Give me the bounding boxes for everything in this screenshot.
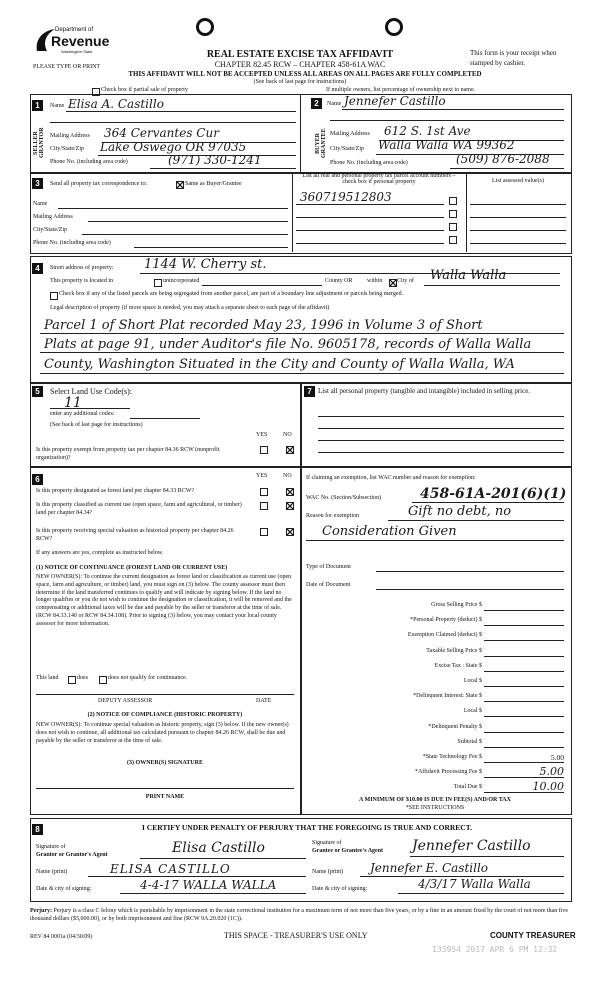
tax-row-line [484, 701, 564, 702]
punch-hole-left [196, 18, 214, 36]
tax-row-value[interactable]: 5.00 [550, 753, 564, 762]
receipt-note: This form is your receipt when stamped by cashier. [470, 49, 557, 67]
exemption-claim-label: If claiming an exemption, list WAC number and reason for exemption: [306, 475, 476, 481]
tax-row-label: *Delinquent Interest: State $ [413, 693, 482, 700]
buyer-phone-label: Phone No. (including area code) [330, 160, 408, 166]
tax-row-line [484, 747, 564, 748]
tax-row-label: *Delinquent Penalty $ [428, 723, 482, 730]
tax-row-line [484, 671, 564, 672]
grantor-name-label: Name (print) [36, 869, 68, 875]
tax-row-label: Local $ [463, 708, 482, 715]
deputy-assessor-label: DEPUTY ASSESSOR [98, 698, 153, 704]
deputy-date-label: DATE [256, 698, 272, 704]
wac-number[interactable]: 458-61A-201(6)(1) [420, 486, 567, 502]
certify-statement: I CERTIFY UNDER PENALTY OF PERJURY THAT THE FOREGOING IS TRUE AND CORRECT. [142, 823, 473, 832]
corr-phone-label: Phone No. (including area code) [33, 240, 111, 246]
current-use-yes-checkbox[interactable] [260, 502, 268, 510]
rev-number: REV 84 0001a (04/30/09) [30, 934, 93, 940]
tax-row-label: Local $ [463, 678, 482, 684]
tax-row-label: Gross Selling Price $ [431, 602, 482, 608]
grantor-date-label: Date & city of signing: [36, 886, 92, 892]
does-not-qualify-checkbox[interactable] [99, 676, 107, 684]
see-instructions: *SEE INSTRUCTIONS [405, 805, 465, 811]
property-city[interactable]: Walla Walla [430, 268, 507, 283]
exempt-yes-checkbox[interactable] [260, 446, 268, 454]
tax-row-label: Subtotal $ [457, 738, 482, 745]
minimum-note: A MINIMUM OF $10.00 IS DUE IN FEE(S) AND/OR TAX [359, 797, 511, 803]
tax-row-line [484, 640, 564, 641]
buyer-name-label: Name [327, 101, 342, 107]
historic-yes-checkbox[interactable] [260, 528, 268, 536]
seller-tab: SELLER GRANTOR [33, 127, 45, 159]
buyer-city-label: City/State/Zip [330, 146, 364, 152]
print-note: PLEASE TYPE OR PRINT [33, 64, 101, 70]
unincorporated-checkbox[interactable] [154, 279, 162, 287]
exemption-reason-2[interactable]: Consideration Given [322, 524, 457, 539]
perjury-text: Perjury is a class C felony which is punishable by imprisonment in the state correctional institution for a maximum term of not more than five years, or by a fine in an amount fixed by the court of not more than five thousand dollars ($5,000.00), or by both imprisonment and fine (RCW 9A.20.020 (1C)). [30, 908, 569, 922]
tax-row-label: *Affidavit Processing Fee $ [414, 769, 482, 776]
grantor-sig-label1: Signature of [36, 844, 66, 850]
doc-date-label: Date of Document [306, 582, 351, 588]
located-label: This property is located in [50, 278, 113, 284]
if-yes-note: If any answers are yes, complete as instructed below. [36, 550, 164, 556]
buyer-tab: BUYER GRANTEE [315, 128, 327, 158]
seller-phone[interactable]: (971) 330-1241 [168, 153, 262, 167]
grantee-date-label: Date & city of signing: [312, 886, 368, 892]
print-name-label: PRINT NAME [145, 794, 185, 800]
does-label: does [77, 675, 88, 681]
grantee-date-city[interactable]: 4/3/17 Walla Walla [418, 877, 531, 891]
segregated-checkbox[interactable] [50, 292, 58, 300]
grantee-sig-label1: Signature of [312, 840, 342, 846]
seller-city-label: City/State/Zip [50, 146, 84, 152]
partial-sale-label: Check box if partial sale of property [101, 87, 188, 93]
tax-row-label: *Personal Property (deduct) $ [410, 617, 482, 624]
tax-row-line [484, 762, 564, 763]
does-not-label: does not qualify for continuance. [108, 675, 188, 681]
additional-codes-label: enter any additional codes: [50, 411, 115, 417]
tax-row-label: Taxable Selling Price $ [426, 647, 482, 654]
section-3-number: 3 [32, 178, 43, 189]
grantor-signature[interactable]: Elisa Castillo [172, 840, 265, 856]
seller-city[interactable]: Lake Oswego OR 97035 [100, 140, 247, 154]
forest-no-checkbox[interactable] [286, 488, 294, 496]
punch-hole-right [385, 18, 403, 36]
wac-label: WAC No. (Section/Subsection) [306, 495, 382, 501]
tax-row-label: Excise Tax : State $ [434, 662, 482, 669]
buyer-city[interactable]: Walla Walla WA 99362 [378, 138, 515, 152]
compliance-title: (2) NOTICE OF COMPLIANCE (HISTORIC PROPERTY) [87, 712, 243, 718]
multiple-owners-note: If multiple owners, list percentage of ownership next to name. [326, 87, 476, 93]
unincorporated-label: unincorporated [163, 278, 200, 284]
compliance-text: NEW OWNER(S): To continue special valuation as historic property, sign (3) below. If the new owner(s) does not wish to continue, all additional tax calculated pursuant to chapter 84.26 RCW, shall be due and payable by the seller or transferor at the time of sale. [36, 722, 289, 744]
assessed-header: List assessed value(s) [492, 178, 544, 184]
buyer-address-label: Mailing Address [330, 131, 370, 137]
tax-row-line [484, 610, 564, 611]
buyer-name[interactable]: Jennefer Castillo [344, 94, 446, 108]
personal-property-label: List all personal property (tangible and intangible) included in selling price. [318, 387, 531, 395]
city-checkbox[interactable] [389, 279, 397, 287]
historic-question: Is this property receiving special valuation as historical property per chapter 84.26 RCW? [36, 528, 234, 542]
parcel-2-personal-checkbox[interactable] [449, 210, 457, 218]
corr-name-label: Name [33, 201, 48, 207]
land-use-label: Select Land Use Code(s): [50, 387, 132, 396]
same-as-buyer-label: Same as Buyer/Grantee [185, 181, 242, 187]
tax-row-line [484, 716, 564, 717]
forest-yes-checkbox[interactable] [260, 488, 268, 496]
legal-line-1[interactable]: Parcel 1 of Short Plat recorded May 23, 1996 in Volume 3 of Short [44, 318, 483, 333]
street-label: Street address of property: [50, 265, 114, 271]
s6-no-header: NO [283, 473, 292, 479]
current-use-no-checkbox[interactable] [286, 502, 294, 510]
perjury-label: Perjury: [30, 908, 52, 914]
grantee-signature[interactable]: Jennefer Castillo [412, 838, 531, 854]
exemption-reason-1[interactable]: Gift no debt, no [408, 504, 512, 519]
section-5-number: 5 [32, 386, 43, 397]
tax-row-line [484, 732, 564, 733]
form-chapter: CHAPTER 82.45 RCW – CHAPTER 458-61A WAC [214, 60, 386, 69]
tax-row-label: Total Due $ [453, 784, 482, 791]
county-or-label: County OR [325, 278, 353, 284]
buyer-phone[interactable]: (509) 876-2088 [456, 152, 550, 166]
within-label: within [367, 278, 383, 284]
tax-row-label: Exemption Claimed (deduct) $ [407, 632, 482, 639]
forest-question: Is this property designated as forest land per chapter 84.33 RCW? [36, 488, 195, 494]
section-1-number: 1 [32, 100, 43, 111]
section-4-number: 4 [32, 263, 43, 274]
city-of-label: City of [397, 278, 414, 284]
seller-name[interactable]: Elisa A. Castillo [68, 97, 164, 111]
tax-row-line [484, 686, 564, 687]
same-as-buyer-checkbox[interactable] [176, 181, 184, 189]
buyer-address[interactable]: 612 S. 1st Ave [384, 124, 471, 138]
land-use-yes-header: YES [256, 432, 268, 438]
parcel-number-1[interactable]: 360719512803 [300, 190, 392, 204]
segregated-label: Check box if any of the listed parcels are being segregated from another parcel, are part of a boundary line adjustment or parcels being merged. [59, 291, 404, 297]
grantor-sig-label2: Grantor or Grantor's Agent [36, 852, 108, 858]
section-7-number: 7 [304, 386, 315, 397]
grantor-date-city[interactable]: 4-4-17 WALLA WALLA [140, 878, 277, 892]
s6-yes-header: YES [256, 473, 268, 479]
does-qualify-checkbox[interactable] [68, 676, 76, 684]
historic-no-checkbox[interactable] [286, 528, 294, 536]
legal-line-2[interactable]: Plats at page 91, under Auditor's file No. 9605178, records of Walla Walla [44, 337, 532, 352]
tax-row-label: *State Technology Fee $ [422, 754, 482, 760]
form-title: REAL ESTATE EXCISE TAX AFFIDAVIT [206, 49, 394, 60]
section-6-number: 6 [32, 474, 43, 485]
section-8-number: 8 [32, 824, 43, 835]
parcel-3-personal-checkbox[interactable] [449, 223, 457, 231]
doc-type-label: Type of Document [306, 564, 351, 570]
perjury-note [30, 907, 570, 923]
grantor-print-name[interactable]: ELISA CASTILLO [110, 862, 231, 876]
exempt-no-checkbox[interactable] [286, 446, 294, 454]
dept-state: Washington State [61, 49, 93, 54]
seller-phone-label: Phone No. (including area code) [50, 159, 128, 165]
grantee-sig-label2: Grantee or Grantee's Agent [312, 848, 384, 854]
seller-address-label: Mailing Address [50, 133, 90, 139]
parcel-4-personal-checkbox[interactable] [449, 236, 457, 244]
tax-row-line [484, 656, 564, 657]
see-back: (See back of last page for instructions) [253, 79, 347, 85]
parcel-1-personal-checkbox[interactable] [449, 197, 457, 205]
continuance-title: (1) NOTICE OF CONTINUANCE (FOREST LAND OR CURRENT USE) [36, 565, 228, 571]
continuance-text: NEW OWNER(S): To continue the current designation as forest land or classification as current use (open space, farm and agriculture, or timber) land, you must sign on (3) below. The county assessor must then determine if the land transferred continues to qualify and will indicate by signing below. If the land no longer qualifies or you do not wish to continue the designation or classification, it will be removed and the compensating or additional taxes will be due and payable by the seller or transferor at the time of sale. (RCW 84.33.140 or RCW 84.34.108). Prior to signing (3) below, you may contact your local county assessor for more information. [36, 574, 292, 627]
reason-label: Reason for exemption [306, 513, 359, 519]
land-use-see-back: (See back of last page for instructions) [50, 422, 143, 428]
corr-city-label: City/State/Zip [33, 227, 67, 233]
legal-line-3[interactable]: County, Washington Situated in the City and County of Walla Walla, WA [44, 357, 515, 372]
parcels-header: List all real and personal property tax parcel account numbers – check box if personal property [302, 173, 456, 185]
legal-label: Legal description of property (if more space is needed, you may attach a separate sheet to each page of the affidavit) [50, 305, 330, 311]
dept-line1: Department of [55, 27, 94, 33]
tax-row-value[interactable]: 10.00 [532, 780, 564, 794]
form-warning: THIS AFFIDAVIT WILL NOT BE ACCEPTED UNLESS ALL AREAS ON ALL PAGES ARE FULLY COMPLETED [128, 70, 482, 78]
grantee-name-label: Name (print) [312, 869, 344, 875]
owner-signature-label: (3) OWNER(S) SIGNATURE [127, 760, 203, 766]
grantee-print-name[interactable]: Jennefer E. Castillo [370, 861, 489, 875]
street-address[interactable]: 1144 W. Cherry st. [144, 257, 267, 272]
corr-address-label: Mailing Address [33, 214, 73, 220]
seller-name-label: Name [50, 103, 65, 109]
correspondence-label: Send all property tax correspondence to: [50, 181, 148, 187]
land-use-code[interactable]: 11 [64, 395, 82, 411]
section-2-number: 2 [311, 98, 322, 109]
dept-line2: Revenue [51, 33, 110, 49]
seller-address[interactable]: 364 Cervantes Cur [104, 126, 219, 140]
land-use-no-header: NO [283, 432, 292, 438]
tax-row-value[interactable]: 5.00 [539, 765, 564, 779]
treasurer-space: THIS SPACE - TREASURER'S USE ONLY [224, 931, 368, 940]
receipt-stamp: 133954 2017 APR 6 PM 12:32 [432, 945, 558, 954]
dor-logo [33, 25, 110, 65]
this-land-label: This land [36, 675, 59, 681]
county-treasurer: COUNTY TREASURER [490, 931, 576, 940]
exempt-question: Is this property exempt from property tax per chapter 84.36 RCW (nonprofit organization)? [36, 447, 220, 461]
current-use-question: Is this property classified as current use (open space, farm and agricultural, or timber) land per chapter 84.34? [36, 502, 242, 516]
tax-row-line [484, 625, 564, 626]
